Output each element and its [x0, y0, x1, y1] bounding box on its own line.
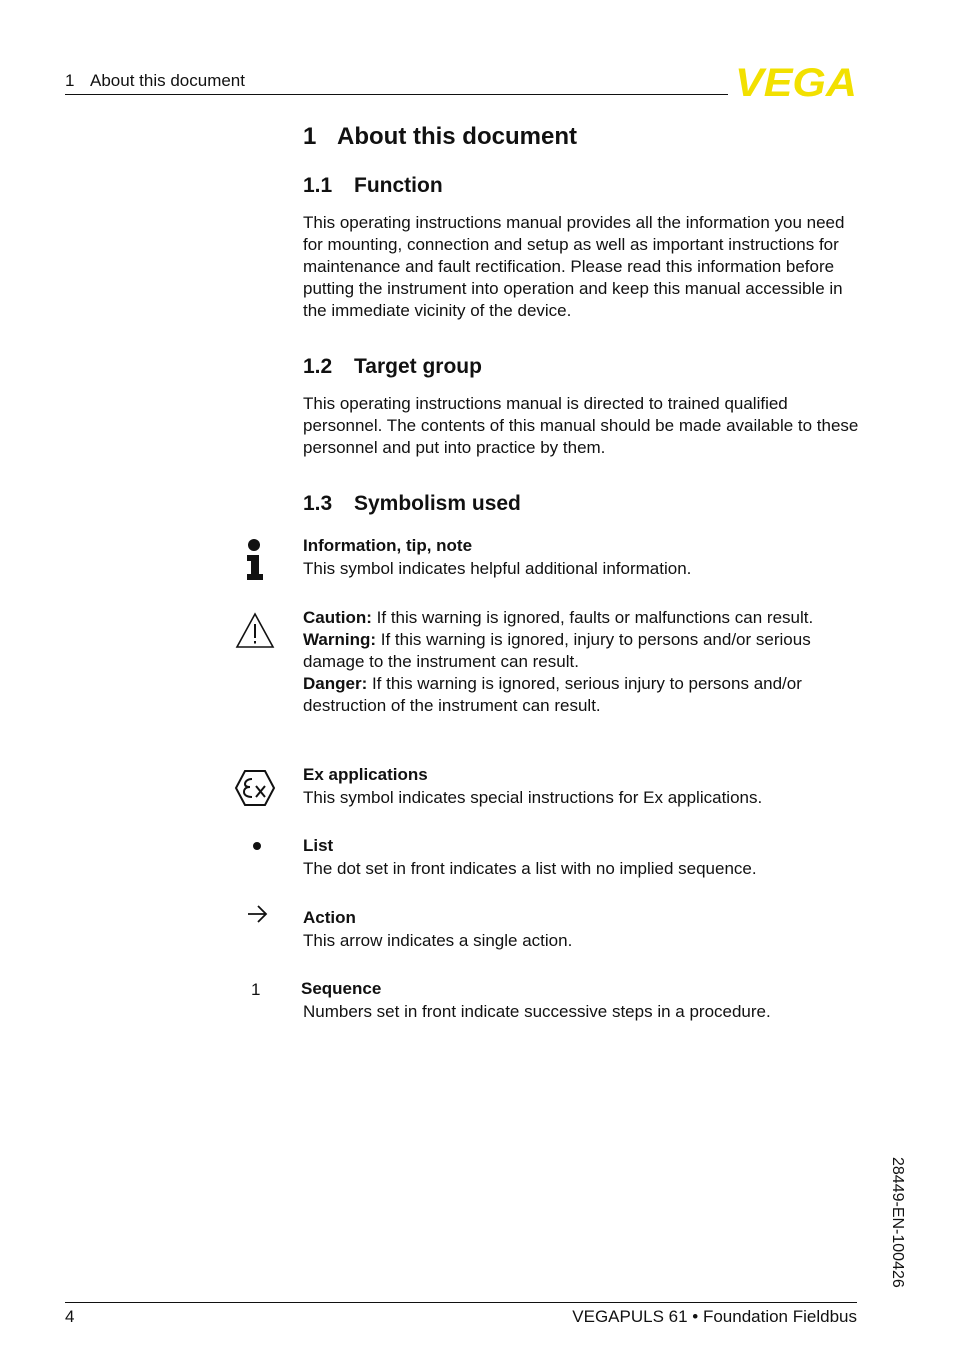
section-number: 1.2 — [303, 355, 333, 378]
section-title: Function — [354, 174, 443, 197]
header-chapter-title: About this document — [90, 71, 245, 90]
section-title: Target group — [354, 355, 482, 378]
page-number: 4 — [65, 1307, 75, 1326]
running-header — [65, 71, 245, 91]
target-group-paragraph: This operating instructions manual is directed to trained qualified personnel. The contents of this manual should be made available to these personnel and put into practice by them. — [303, 394, 859, 457]
logo-text: VEGA — [735, 62, 857, 102]
action-title: Action — [303, 908, 356, 927]
function-paragraph: This operating instructions manual provides all the information you need for mounting, connection and setup as well as important instructions for maintenance and fault rectification. Please read this information before putting the instrument into operation and keep this manual accessible in the immediate vicinity of the device. — [303, 213, 845, 320]
section-number: 1.1 — [303, 174, 333, 197]
sequence-marker: 1 — [251, 980, 261, 999]
header-chapter-number: 1 — [65, 71, 75, 90]
section-number: 1.3 — [303, 492, 333, 515]
section-heading-symbolism — [303, 492, 521, 516]
chapter-heading — [303, 123, 577, 151]
chapter-heading-title: About this document — [337, 123, 577, 150]
info-title: Information, tip, note — [303, 536, 473, 555]
sequence-description: Numbers set in front indicate successive steps in a procedure. — [303, 1002, 771, 1021]
sequence-title: Sequence — [301, 979, 382, 998]
warning-triangle-icon — [235, 612, 275, 650]
warning-text: If this warning is ignored, injury to persons and/or serious damage to the instrument can result. — [303, 630, 811, 671]
info-icon — [243, 538, 267, 582]
danger-text: If this warning is ignored, serious injury to persons and/or destruction of the instrument can result. — [303, 674, 802, 715]
info-description: This symbol indicates helpful additional information. — [303, 559, 692, 578]
caution-label: Caution: — [303, 608, 372, 627]
header-divider — [65, 94, 728, 95]
footer-title: VEGAPULS 61 • Foundation Fieldbus — [572, 1307, 857, 1326]
vega-logo — [734, 62, 858, 102]
ex-description: This symbol indicates special instructions for Ex applications. — [303, 788, 763, 807]
document-code: 28449-EN-100426 — [889, 1157, 906, 1288]
footer-divider — [65, 1302, 857, 1303]
bullet-icon — [252, 840, 264, 852]
caution-text: If this warning is ignored, faults or malfunctions can result. — [371, 608, 814, 627]
chapter-heading-number: 1 — [303, 123, 317, 150]
danger-line — [303, 673, 858, 717]
action-description: This arrow indicates a single action. — [303, 931, 573, 950]
ex-hexagon-icon — [234, 769, 276, 807]
list-description: The dot set in front indicates a list with no implied sequence. — [303, 859, 757, 878]
danger-label: Danger: — [303, 674, 368, 693]
warning-label: Warning: — [303, 630, 377, 649]
ex-title: Ex applications — [303, 765, 428, 784]
warning-line — [303, 629, 858, 673]
warning-levels-text — [303, 607, 858, 717]
caution-line — [303, 607, 858, 629]
arrow-right-icon — [246, 903, 270, 925]
section-heading-function — [303, 174, 443, 198]
section-title: Symbolism used — [354, 492, 521, 515]
section-heading-target-group — [303, 355, 482, 379]
list-title: List — [303, 836, 334, 855]
